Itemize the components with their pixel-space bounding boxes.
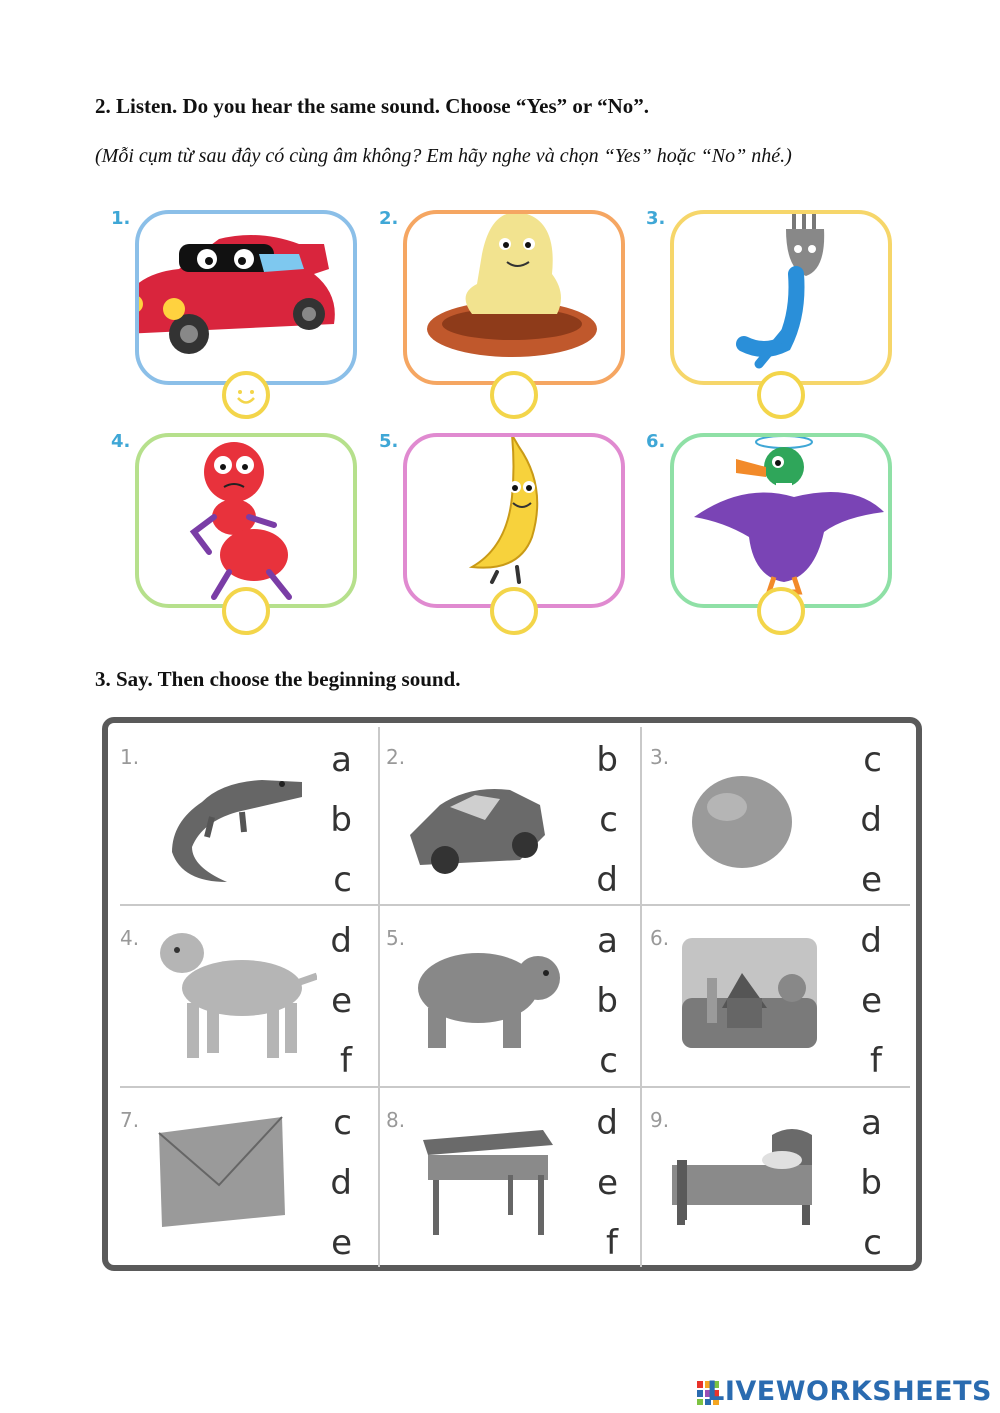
- sound-item-9: [642, 1090, 904, 1270]
- option-b[interactable]: b: [596, 740, 618, 780]
- item-number: 1.: [111, 208, 131, 229]
- listen-card-3: [646, 208, 892, 385]
- answer-circle-6[interactable]: [757, 587, 805, 635]
- item-number: 2.: [386, 745, 406, 769]
- option-d[interactable]: d: [860, 800, 882, 840]
- answer-circle-2[interactable]: [490, 371, 538, 419]
- angry-ant-icon: [139, 437, 361, 612]
- sound-item-4: [112, 908, 374, 1088]
- exercise-2-title: 2. Listen. Do you hear the same sound. Choose “Yes” or “No”.: [95, 94, 650, 118]
- bear-icon: [408, 938, 568, 1058]
- option-e[interactable]: e: [331, 981, 352, 1021]
- item-number: 6.: [646, 431, 666, 452]
- item-number: 8.: [386, 1108, 406, 1132]
- option-c[interactable]: c: [599, 1041, 618, 1081]
- option-c[interactable]: c: [863, 740, 882, 780]
- envelope-icon: [157, 1115, 287, 1230]
- option-a[interactable]: a: [861, 1103, 882, 1143]
- option-b[interactable]: b: [330, 800, 352, 840]
- exercise-3-title: 3. Say. Then choose the beginning sound.: [95, 667, 461, 691]
- item-number: 5.: [379, 431, 399, 452]
- option-c[interactable]: c: [863, 1223, 882, 1263]
- bed-icon: [672, 1125, 832, 1235]
- option-e[interactable]: e: [861, 860, 882, 900]
- listen-card-5: [379, 431, 625, 608]
- sound-item-3: [642, 727, 904, 907]
- item-number: 4.: [111, 431, 131, 452]
- item-number: 3.: [650, 745, 670, 769]
- smile-icon: [233, 383, 259, 409]
- option-f[interactable]: f: [340, 1041, 352, 1081]
- footer-brand: LIVEWORKSHEETS: [707, 1376, 992, 1407]
- option-b[interactable]: b: [596, 981, 618, 1021]
- desk-icon: [413, 1120, 558, 1240]
- listen-card-2: [379, 208, 625, 385]
- alligator-icon: [152, 762, 312, 892]
- option-b[interactable]: b: [860, 1163, 882, 1203]
- option-a[interactable]: a: [597, 921, 618, 961]
- option-e[interactable]: e: [597, 1163, 618, 1203]
- option-d[interactable]: d: [330, 921, 352, 961]
- option-c[interactable]: c: [333, 1103, 352, 1143]
- option-e[interactable]: e: [861, 981, 882, 1021]
- option-a[interactable]: a: [331, 740, 352, 780]
- listen-card-1: [111, 208, 357, 385]
- dog-icon: [147, 928, 317, 1068]
- banana-icon: [407, 437, 629, 612]
- listen-card-6: [646, 431, 892, 608]
- item-number: 6.: [650, 926, 670, 950]
- dancing-fork-icon: [674, 214, 896, 389]
- option-c[interactable]: c: [599, 800, 618, 840]
- dizzy-duck-icon: [674, 437, 896, 612]
- item-number: 3.: [646, 208, 666, 229]
- option-d[interactable]: d: [596, 860, 618, 900]
- option-d[interactable]: d: [596, 1103, 618, 1143]
- answer-circle-4[interactable]: [222, 587, 270, 635]
- beginning-sound-grid: [102, 717, 922, 1271]
- item-number: 9.: [650, 1108, 670, 1132]
- item-number: 7.: [120, 1108, 140, 1132]
- item-number: 5.: [386, 926, 406, 950]
- option-d[interactable]: d: [860, 921, 882, 961]
- option-d[interactable]: d: [330, 1163, 352, 1203]
- item-number: 4.: [120, 926, 140, 950]
- answer-circle-5[interactable]: [490, 587, 538, 635]
- sound-item-7: [112, 1090, 374, 1270]
- sound-item-8: [378, 1090, 640, 1270]
- sound-item-6: [642, 908, 904, 1088]
- listen-card-4: [111, 431, 357, 608]
- answer-circle-3[interactable]: [757, 371, 805, 419]
- egg-icon: [682, 767, 802, 877]
- option-f[interactable]: f: [870, 1041, 882, 1081]
- car-icon: [400, 775, 560, 885]
- sound-item-2: [378, 727, 640, 907]
- potato-in-nest-icon: [407, 214, 629, 389]
- exercise-2-subtitle: (Mỗi cụm từ sau đây có cùng âm không? Em hãy nghe và chọn “Yes” hoặc “No” nhé.): [95, 145, 792, 167]
- sound-item-5: [378, 908, 640, 1088]
- item-number: 2.: [379, 208, 399, 229]
- option-f[interactable]: f: [606, 1223, 618, 1263]
- option-c[interactable]: c: [333, 860, 352, 900]
- farm-icon: [682, 938, 817, 1048]
- option-e[interactable]: e: [331, 1223, 352, 1263]
- sound-item-1: [112, 727, 374, 907]
- answer-circle-1[interactable]: [222, 371, 270, 419]
- car-with-mask-icon: [139, 214, 361, 389]
- item-number: 1.: [120, 745, 140, 769]
